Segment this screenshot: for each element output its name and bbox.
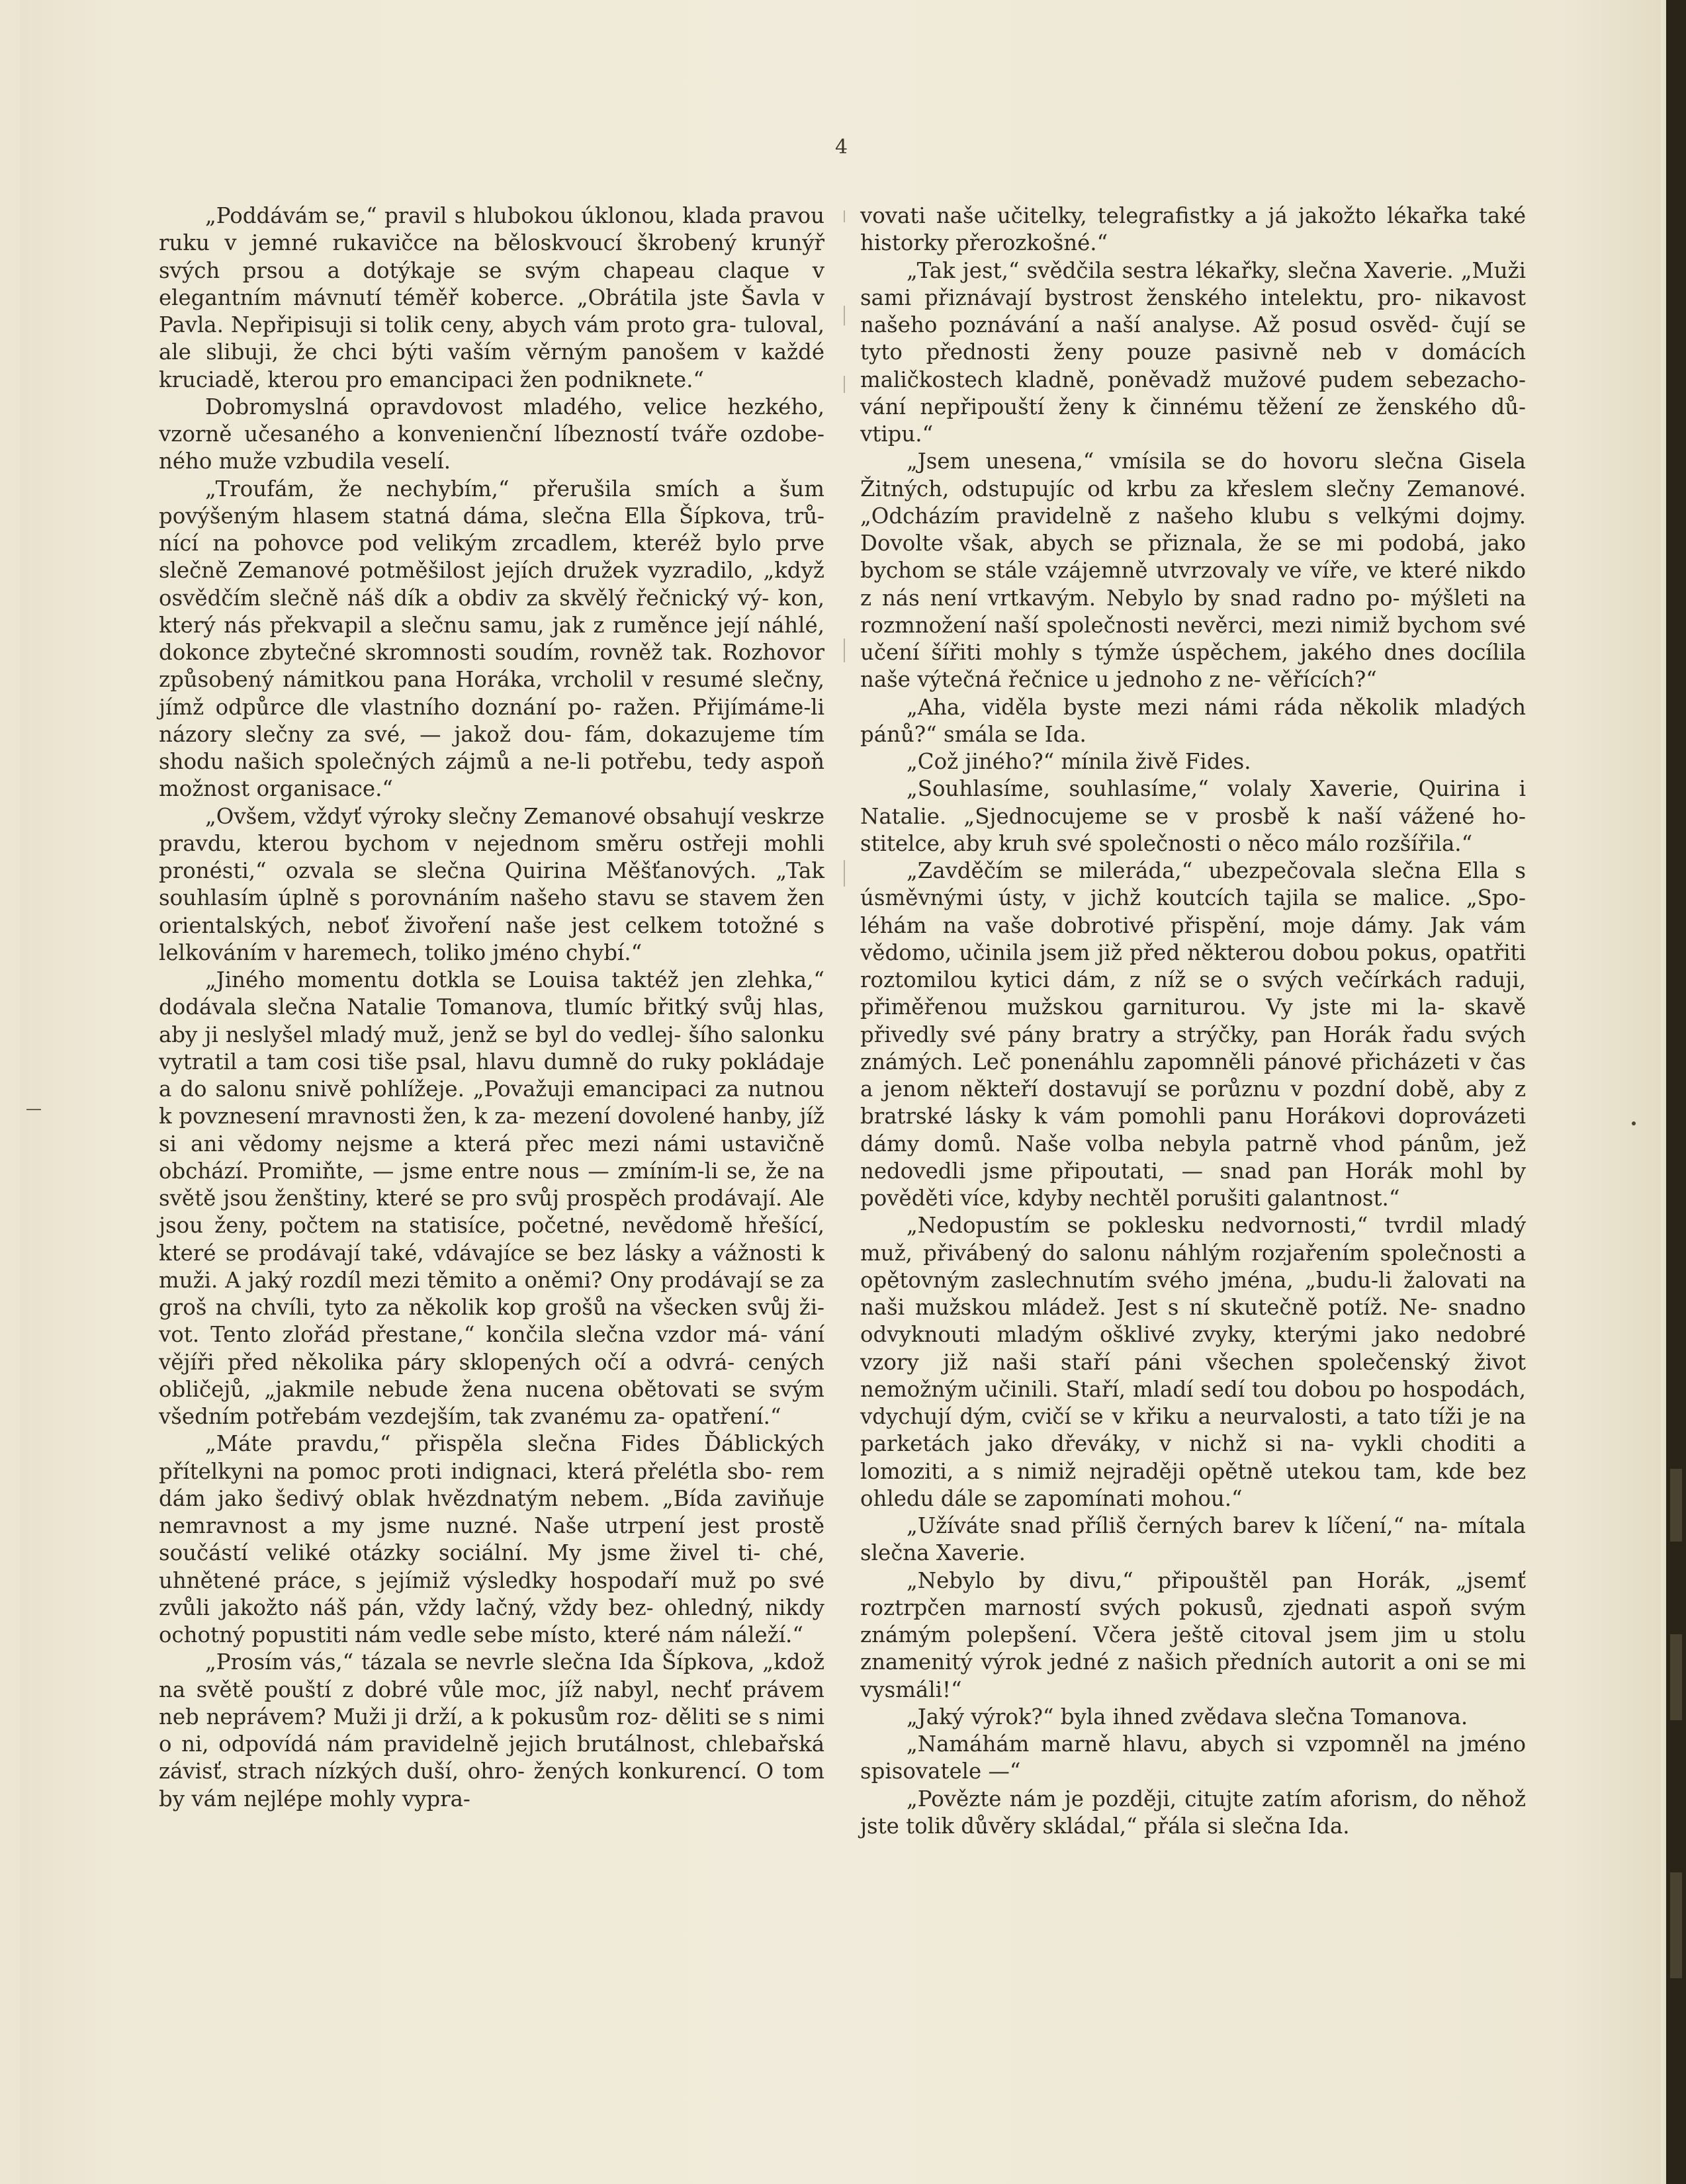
margin-dot <box>1632 1121 1636 1125</box>
text-line: nikdo z nás není vrtkavým. Nebylo by snad radno po- <box>860 558 1526 611</box>
text-line: opatřiti roztomilou kytici dám, z níž se o svých večírkách <box>860 939 1526 992</box>
text-line: tam, kde bez ohledu dále se zapomínati mohou.“ <box>860 1458 1527 1511</box>
text-line: „Troufám, že nechybím,“ přerušila smích a šum <box>205 476 824 502</box>
text-line: „Prosím vás,“ tázala se nevrle slečna Ida Šípkova, <box>205 1649 755 1675</box>
text-line: fám, dokazujeme tím shodu našich společných zájmů a <box>159 721 825 774</box>
text-line: vovati naše učitelky, telegrafistky a já jakožto lékařka <box>860 203 1468 228</box>
text-line: ného muže vzbudila veselí. <box>159 449 451 474</box>
paragraph <box>159 967 824 1430</box>
text-line: léhám na vaše dobrotivé přispění, moje dámy. Jak vám <box>860 912 1526 938</box>
text-line: pánů?“ smála se Ida. <box>860 721 1087 747</box>
text-line: „Nebylo by divu,“ připouštěl pan Horák, „jsemť <box>907 1567 1526 1593</box>
text-line: „Odcházím pravidelně z našeho klubu s velkými dojmy. <box>860 503 1526 529</box>
text-line: hospodách, vdychují dým, cvičí se v křiku a neurvalosti, <box>860 1376 1526 1429</box>
text-line: „Ovšem, vždyť výroky slečny Zemanové obsahují <box>205 803 734 829</box>
text-line: „Jsem unesena,“ vmísila se do hovoru slečna Gisela <box>907 449 1526 474</box>
text-line: opatření.“ <box>672 1404 781 1429</box>
text-line: řadu svých známých. Leč ponenáhlu zapomněli pánové <box>860 1022 1526 1074</box>
paragraph <box>860 775 1526 857</box>
text-line: ražen. Přijímáme-li názory slečny za své, — jakož dou- <box>159 694 824 747</box>
text-line: ohledný, nikdy ochotný popustiti nám vedle sebe místo, <box>159 1594 824 1647</box>
right-column <box>860 202 1526 1840</box>
paragraph <box>159 476 824 803</box>
text-line: ne-li potřebu, tedy aspoň možnost organisace.“ <box>159 749 825 802</box>
text-line: slečně Zemanové potměšilost jejích družek vyzradilo, „když <box>159 558 824 584</box>
text-line: snadno odvyknouti mladým ošklivé zvyky, kterými jako <box>860 1295 1527 1348</box>
text-line: „Povězte nám je později, citujte zatím aforism, do <box>907 1786 1454 1812</box>
text-line: „Souhlasíme, souhlasíme,“ volaly Xaverie, Quirina <box>907 776 1501 802</box>
text-line: orientalských, neboť živoření naše jest celkem totožné <box>159 912 799 938</box>
margin-mark <box>26 1109 41 1110</box>
paragraph <box>860 1512 1526 1567</box>
text-line: „Muži sami přiznávají bystrost ženského intelektu, pro- <box>860 257 1526 310</box>
text-line: tak. Rozhovor způsobený námitkou pana Horáka, vrcholil <box>159 640 824 693</box>
text-line: Žitných, odstupujíc od krbu za křeslem slečny Zemanové. <box>860 476 1526 502</box>
text-line: v elegantním mávnutí téměř koberce. „Obrátila jste Šavla <box>159 257 825 310</box>
paragraph <box>860 1786 1526 1841</box>
text-line: hlas, aby ji neslyšel mladý muž, jenž se byl do vedlej- <box>159 994 824 1047</box>
text-line: zaviňuje nemravnost a my jsme nuzné. Naše utrpení jest <box>159 1485 824 1538</box>
text-line: muž, přivábený do salonu náhlým rozjařením společnosti <box>860 1240 1503 1266</box>
text-line: „Poddávám se,“ pravil s hlubokou úklonou, klada <box>205 203 742 228</box>
text-line: kon, který nás překvapil a slečnu samu, jak z ruměnce <box>159 585 825 638</box>
text-line: žených konkurencí. O tom by vám nejlépe mohly vypra- <box>159 1759 824 1812</box>
text-line: maličkostech kladně, poněvadž mužové pudem sebezacho- <box>860 367 1526 392</box>
text-line: její náhlé, dokonce zbytečné skromnosti soudím, rovněž <box>159 612 824 665</box>
text-line: znamenitý výrok jedné z našich předních autorit a oni <box>860 1649 1458 1675</box>
text-line: porušiti galantnost.“ <box>1176 1186 1400 1211</box>
text-line: „Užíváte snad příliš černých barev k líčení,“ na- <box>907 1513 1448 1538</box>
text-line: mítala slečna Xaverie. <box>860 1513 1526 1566</box>
text-line: bychom se stále vzájemně utvrzovaly ve víře, ve které <box>860 558 1458 584</box>
text-line: „Což jiného?“ mínila živě Fides. <box>907 749 1251 774</box>
text-line: na naši mužskou mládež. Jest s ní skutečně potíž. Ne- <box>860 1267 1526 1320</box>
text-line: mezení dovolené hanby, jíž si ani vědomy nejsme a která <box>159 1104 824 1157</box>
text-line: nikavost našeho poznávání a naší analyse. Až posud osvěd- <box>860 284 1526 337</box>
text-line: přicházeti v čas a jenom někteří dostavují se porůznu <box>860 1049 1527 1102</box>
text-line: na chvíli, tyto za několik kop grošů na všecken svůj ži- <box>215 1295 825 1320</box>
text-line: nící na pohovce pod velikým zrcadlem, kteréž bylo prve <box>159 531 824 556</box>
paragraph <box>159 1430 824 1649</box>
text-line: s lelkováním v haremech, toliko jméno chybí.“ <box>159 912 825 965</box>
text-line: veskrze pravdu, kterou bychom v nejednom směru ostřeji <box>159 803 824 856</box>
text-line: „Jaký výrok?“ byla ihned zvědava slečna Tomanova. <box>907 1704 1468 1729</box>
text-line: něhož jste tolik důvěry skládal,“ přála si slečna Ida. <box>860 1786 1526 1839</box>
text-line: Horákovi doprovázeti dámy domů. Naše volba nebyla <box>860 1104 1526 1157</box>
text-line: Dobromyslná opravdovost mladého, velice hezkého, <box>205 394 824 419</box>
text-line: v každé kruciadě, kterou pro emancipaci žen podniknete.“ <box>159 339 825 392</box>
text-line: tuloval, ale slibuji, že chci býti vaším věrným panošem <box>159 312 825 365</box>
text-line: nimiž bychom své učení šířiti mohly s týmže úspěchem, <box>860 612 1527 665</box>
text-line: stitelce, aby kruh své společnosti o něco málo rozšířila.“ <box>860 830 1473 856</box>
text-line: a tato tíži je na parketách jako dřeváky, v nichž si na- <box>860 1404 1526 1457</box>
text-line: povýšeným hlasem statná dáma, slečna Ella Šípkova, trů- <box>159 503 824 529</box>
text-line: souhlasím úplně s porovnáním našeho stavu se stavem žen <box>159 885 824 911</box>
paragraph <box>860 257 1526 449</box>
text-line: rozdíl mezi těmito a oněmi? Ony prodávají se za groš <box>159 1267 824 1320</box>
text-line: vzorně učesaného a konvenienční líbezností tváře ozdobe- <box>159 421 824 447</box>
text-line: ché, uhnětené práce, s jejímiž výsledky hospodaří muž <box>159 1540 825 1593</box>
text-line: přítelkyni na pomoc proti indignaci, která přelétla sbo- <box>159 1458 772 1484</box>
text-line: krunýř svých prsou a dotýkaje se svým chapeau claque <box>159 230 824 283</box>
text-line: vání nepřipouští ženy k činnému těžení ze ženského dů- <box>860 394 1526 419</box>
text-line: život nemožným učinili. Staří, mladí sedí tou dobou po <box>860 1349 1526 1402</box>
text-line: raduji, přiměřenou mužskou garniturou. Vy jste mi la- <box>860 967 1526 1020</box>
text-line: emancipaci za nutnou k povznesení mravnosti žen, k za- <box>159 1076 825 1129</box>
text-line: vot. Tento zlořád přestane,“ končila slečna vzdor má- <box>159 1322 768 1348</box>
text-line: nedobré vzory již naši staří páni všechen společenský <box>860 1322 1527 1375</box>
paragraph <box>860 1567 1526 1704</box>
text-line: „Aha, viděla byste mezi námi ráda několik mladých <box>907 694 1526 720</box>
text-line: v pozdní době, aby z bratrské lásky k vám pomohli panu <box>860 1076 1526 1129</box>
page-number: 4 <box>835 136 848 159</box>
binding-edge <box>1666 0 1686 2184</box>
text-line: i Natalie. „Sjednocujeme se v prosbě k naší vážené ho- <box>860 776 1526 829</box>
column-rule-mark <box>844 376 845 393</box>
text-line: „Zavděčím se mileráda,“ ubezpečovala slečna Ella <box>907 858 1499 883</box>
text-line: po své zvůli jakožto náš pán, vždy lačný, vždy bez- <box>159 1567 825 1620</box>
text-line: patrně vhod pánům, jež nedovedli jsme připoutati, — <box>860 1131 1527 1184</box>
text-line: snad pan Horák mohl by pověděti více, kdyby nechtěl <box>860 1158 1526 1211</box>
text-line: „kdož na světě pouští z dobré vůle moc, jíž nabyl, nechť <box>159 1649 825 1702</box>
text-line: mohli pronésti,“ ozvala se slečna Quirina Měšťanových. „Tak <box>159 830 824 883</box>
left-column <box>159 202 824 1813</box>
paragraph <box>159 1649 824 1813</box>
text-line: děliti se s nimi o ni, odpovídá nám pravidelně jejich <box>159 1704 825 1757</box>
text-line: právem neb neprávem? Muži ji drží, a k pokusům roz- <box>159 1677 825 1729</box>
text-line: „Jiného momentu dotkla se Louisa taktéž jen zlehka,“ <box>205 967 824 992</box>
paragraph <box>860 748 1526 775</box>
text-line: skavě přivedly své pány bratry a strýčky, pan Horák <box>860 994 1526 1047</box>
text-line: přec mezi námi ustavičně obchází. Promiňte, — jsme entre <box>159 1131 824 1184</box>
paragraph <box>860 448 1526 693</box>
text-line: v Pavla. Nepřipisuji si tolik ceny, abych vám proto gra- <box>159 284 824 337</box>
text-line: brutálnost, chlebařská závisť, strach nízkých duší, ohro- <box>159 1731 825 1784</box>
text-line: vtipu.“ <box>860 421 934 447</box>
text-line: čují se tyto přednosti ženy pouze pasivně neb v domácích <box>860 312 1527 365</box>
text-line: „Máte pravdu,“ přispěla slečna Fides Ďáblických <box>205 1431 824 1457</box>
paragraph <box>860 202 1526 257</box>
text-line: vání vějíři před několika páry sklopených očí a odvrá- <box>159 1322 825 1375</box>
column-rule-mark <box>844 860 845 887</box>
column-rule-mark <box>844 306 845 326</box>
text-line: se svým všedním potřebám vezdejším, tak zvanému za- <box>159 1376 824 1429</box>
column-rule-mark <box>844 210 845 222</box>
text-line: pravou ruku v jemné rukavičce na běloskvoucí škrobený <box>159 203 824 256</box>
text-line: které nám náleží.“ <box>603 1622 803 1647</box>
text-line: známým polepšení. Včera ještě citoval jsem jim u stolu <box>860 1622 1526 1647</box>
text-line: do ruky pokládaje a do salonu snivě pohlížeje. „Považuji <box>159 1049 824 1102</box>
text-line: cených obličejů, „jakmile nebude žena nucena obětovati <box>159 1349 825 1402</box>
text-line: pro svůj prospěch prodávají. Ale jsou ženy, počtem na <box>159 1186 824 1239</box>
text-line: také historky přerozkošné.“ <box>860 203 1527 256</box>
text-line: nous — zmíním-li se, že na světě jsou ženštiny, které se <box>159 1158 824 1211</box>
text-line: se mi vysmáli!“ <box>860 1649 1526 1702</box>
paragraph <box>159 803 824 967</box>
text-line: „Namáhám marně hlavu, abych si vzpomněl na jméno <box>907 1731 1526 1757</box>
text-line: vědomo, učinila jsem již před některou dobou pokus, <box>860 939 1439 965</box>
text-line: a opětovným zaslechnutím svého jména, „budu-li žalovati <box>860 1240 1527 1293</box>
paragraph <box>860 1212 1526 1512</box>
paragraph <box>159 202 824 394</box>
text-line: věřících?“ <box>1268 667 1377 693</box>
text-line: s úsměvnými ústy, v jichž koutcích tajila se malice. „Spo- <box>860 858 1527 911</box>
text-line: spisovatele —“ <box>860 1759 1021 1784</box>
text-line: dodávala slečna Natalie Tomanova, tlumíc břitký svůj <box>159 994 763 1020</box>
text-line: vykli choditi a lomoziti, a s nimiž nejraději opětně utekou <box>860 1431 1527 1484</box>
text-line: také, vdávajíce se bez lásky a vážnosti k muži. A jaký <box>159 1240 825 1293</box>
text-line: rem dám jako šedivý oblak hvězdnatým nebem. „Bída <box>159 1458 824 1511</box>
text-line: v resumé slečny, jímž odpůrce dle vlastního doznání po- <box>159 667 825 720</box>
text-line: šího salonku vytratil a tam cosi tiše psal, hlavu dumně <box>159 1022 824 1074</box>
paragraph <box>860 1704 1526 1731</box>
paragraph <box>860 1731 1526 1786</box>
text-line: osvědčím slečně náš dík a obdiv za skvělý řečnický vý- <box>159 585 770 611</box>
text-line: prostě součástí veliké otázky sociální. My jsme živel ti- <box>159 1513 824 1566</box>
text-line: jakého dnes docílila naše výtečná řečnice u jednoho z ne- <box>860 640 1526 693</box>
text-line: „Tak jest,“ svědčila sestra lékařky, slečna Xaverie. <box>907 257 1454 283</box>
text-line: mýšleti na rozmnožení naší společnosti nevěrci, mezi <box>860 585 1527 638</box>
column-rule-mark <box>844 638 845 662</box>
text-line: statisíce, početné, nevědomě hřešící, které se prodávají <box>159 1213 824 1266</box>
text-line: „Nedopustím se poklesku nedvornosti,“ tvrdil mladý <box>907 1213 1526 1239</box>
text-line: Dovolte však, abych se přiznala, že se mi podobá, jako <box>860 531 1526 556</box>
paragraph <box>159 394 824 476</box>
paragraph <box>860 694 1526 749</box>
text-line: roztrpčen marností svých pokusů, zjednati aspoň svým <box>860 1594 1526 1620</box>
paragraph <box>860 857 1526 1212</box>
